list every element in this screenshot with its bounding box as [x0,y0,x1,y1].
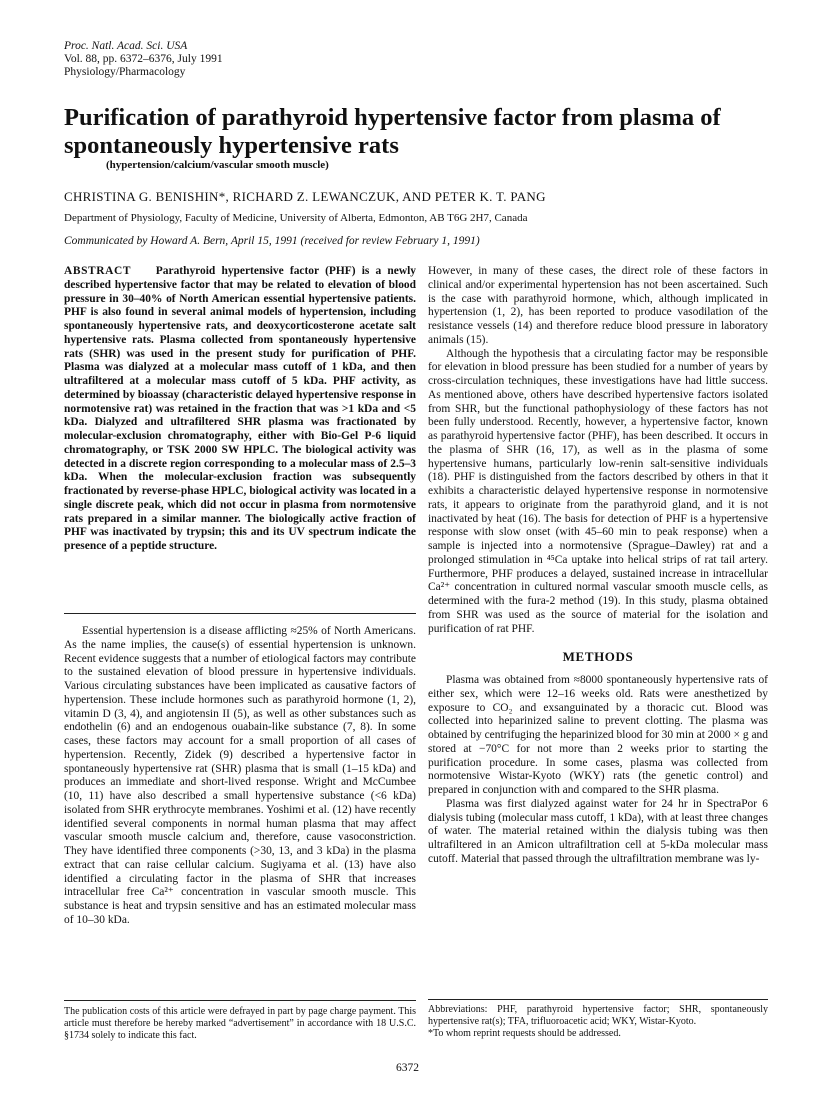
footnotes-right [428,1004,768,1040]
abstract-text: Parathyroid hypertensive factor (PHF) is a newly described hypertensive factor that may be related to elevation of blood pressure in 30–40% of North American essential hypertensive patients. PHF is also found in several animal models of hypertension, including spontaneously hypertensive rats, and deoxycorticosterone acetate salt hypertensive rats. Plasma collected from spontaneously hypertensive rats (SHR) was used in the present study for purification of PHF. Plasma was dialyzed at a molecular mass cutoff of 1 kDa, and then ultrafiltered at a molecular mass cutoff of 5 kDa. PHF activity, as determined by bioassay (characteristic delayed hypertensive response in normotensive rat) was retained in the fraction that was >1 kDa and <5 kDa. Dialyzed and ultrafiltered SHR plasma was fractionated by molecular-exclusion chromatography, either with Bio-Gel P-6 liquid chromatography, or TSK 2000 SW HPLC. The biological activity was detected in a discrete region corresponding to a molecular mass of 2.5–3 kDa. When the molecular-exclusion fraction was subsequently fractionated by reverse-phase HPLC, biological activity was located in a single discrete peak, which did not occur in plasma from normotensive rats prepared in a similar manner. The biologically active fraction of PHF was inactivated by trypsin; this and its UV spectrum indicate the presence of a peptide structure. [64,265,417,552]
journal-header [64,40,223,79]
abbreviations-note: Abbreviations: PHF, parathyroid hypertensive factor; SHR, spontaneously hypertensive rat(s); TFA, trifluoroacetic acid; WKY, Wistar-Kyoto. [428,1004,768,1027]
communicated-by: Communicated by Howard A. Bern, April 15, 1991 (received for review February 1, 1991) [64,235,480,247]
footnote-divider-right [428,999,768,1000]
intro-paragraph-2: However, in many of these cases, the direct role of these factors in clinical and/or experimental hypertension has not been ascertained. Such is the case with parathyroid hormone, which, although implicated in hypertension (1, 2), has been reported to produce vasodilation of the resistance vessels (14) and therefore reduce blood pressure in laboratory animals (15). [428,265,768,346]
introduction-left [64,625,416,928]
footnote-divider-left [64,1000,416,1001]
journal-name: Proc. Natl. Acad. Sci. USA [64,40,188,52]
abstract-divider [64,613,416,614]
affiliation: Department of Physiology, Faculty of Medicine, University of Alberta, Edmonton, AB T6G 2H7, Canada [64,212,528,224]
volume-line: Vol. 88, pp. 6372–6376, July 1991 [64,53,223,65]
section-name: Physiology/Pharmacology [64,66,186,78]
abstract-label: ABSTRACT [64,265,132,277]
keywords: (hypertension/calcium/vascular smooth muscle) [106,159,329,171]
methods-paragraph-1: Plasma was obtained from ≈8000 spontaneously hypertensive rats of either sex, which were 12–16 weeks old. Rats were anesthetized by exposure to CO₂ and exsanguinated by a thoracic cut. Blood was collected into heparinized saline to prevent clotting. The plasma was obtained by centrifuging the heparinized blood for 30 min at 2000 × g and stored at −70°C for not more than 2 weeks prior to starting the purification procedure. In some cases, plasma was collected from normotensive Wistar-Kyoto (WKY) rats (the genetic control) and prepared in conjunction with and compared to the SHR plasma. [428,674,768,796]
page-number: 6372 [396,1062,419,1074]
authors: CHRISTINA G. BENISHIN*, RICHARD Z. LEWANCZUK, AND PETER K. T. PANG [64,189,546,204]
reprint-note: *To whom reprint requests should be addressed. [428,1028,621,1039]
methods-paragraph-2: Plasma was first dialyzed against water for 24 hr in SpectraPor 6 dialysis tubing (molecular mass cutoff, 1 kDa), with at least three changes of water. The material retained within the dialysis tubing was then ultrafiltered in an Amicon ultrafiltration cell at 5-kDa molecular mass cutoff. Material that passed through the ultrafiltration membrane was ly- [428,797,768,865]
methods-heading: METHODS [562,649,634,665]
intro-paragraph-1: Essential hypertension is a disease afflicting ≈25% of North Americans. As the name implies, the cause(s) of essential hypertension is unknown. Recent evidence suggests that a number of etiological factors may contribute to the sustained elevation of blood pressure in hypertensive individuals. Various circulating substances have been implicated as causative factors of hypertension. These include hormones such as parathyroid hormone (1, 2), vitamin D (3, 4), and angiotensin II (5), as well as other substances such as endothelin (6) and an endogenous ouabain-like substance (7, 8). In some cases, these factors may account for a small proportion of all cases of hypertension. Recently, Zidek (9) described a hypertensive factor in spontaneously hypertensive rat (SHR) plasma that is small (1–15 kDa) and produces an immediate and short-lived response. Wright and McCumbee (10, 11) have also described a small hypertensive substance (<6 kDa) isolated from SHR erythrocyte membranes. Yoshimi et al. (12) have recently identified several components in normal human plasma that may affect vascular smooth muscle calcium and, therefore, cause vasoconstriction. They have identified three components (>30, 13, and 3 kDa) in the plasma extract that can raise cellular calcium. Sugiyama et al. (13) have also identified a circulating factor in the plasma of SHR that increases intracellular free Ca²⁺ concentration in vascular smooth muscle. This substance is heat and trypsin sensitive and has an estimated molecular mass of 10–30 kDa. [64,625,416,926]
right-column [428,265,768,867]
intro-paragraph-3: Although the hypothesis that a circulating factor may be responsible for elevation in blood pressure has been studied for a number of years by cross-circulation techniques, these investigations have had little success. As mentioned above, others have described hypertensive factors isolated from SHR, but the functional pathophysiology of these factors has not been fully understood. Recently, however, a hypertensive factor, known as parathyroid hypertensive factor (PHF), has been described. It occurs in the plasma of SHR (16, 17), as well as in the plasma of some hypertensive humans, particularly low-renin salt-sensitive individuals (18). PHF is distinguished from the factors described by others in that it exhibits a characteristic delayed hypertensive response in normotensive rats, it appears to originate from the parathyroid gland, and it is not inactivated by heat (16). The basis for detection of PHF is a hypertensive response with slow onset (with 45–60 min to peak response) when a sample is injected into a normotensive (Sprague–Dawley) rat and a prolonged stimulation in ⁴⁵Ca uptake into helical strips of rat tail artery. Furthermore, PHF produces a delayed, sustained increase in intracellular Ca²⁺ concentration in cultured normal vascular smooth muscle cells, as determined with the fura-2 method (19). In this study, plasma obtained from SHR was used as the source of material for the isolation and purification of rat PHF. [428,347,768,635]
article-title: Purification of parathyroid hypertensive factor from plasma of spontaneously hypertensive rats [64,104,721,159]
abstract [64,265,416,554]
publication-costs-note: The publication costs of this article were defrayed in part by page charge payment. This article must therefore be hereby marked “advertisement” in accordance with 18 U.S.C. §1734 solely to indicate this fact. [64,1006,416,1041]
